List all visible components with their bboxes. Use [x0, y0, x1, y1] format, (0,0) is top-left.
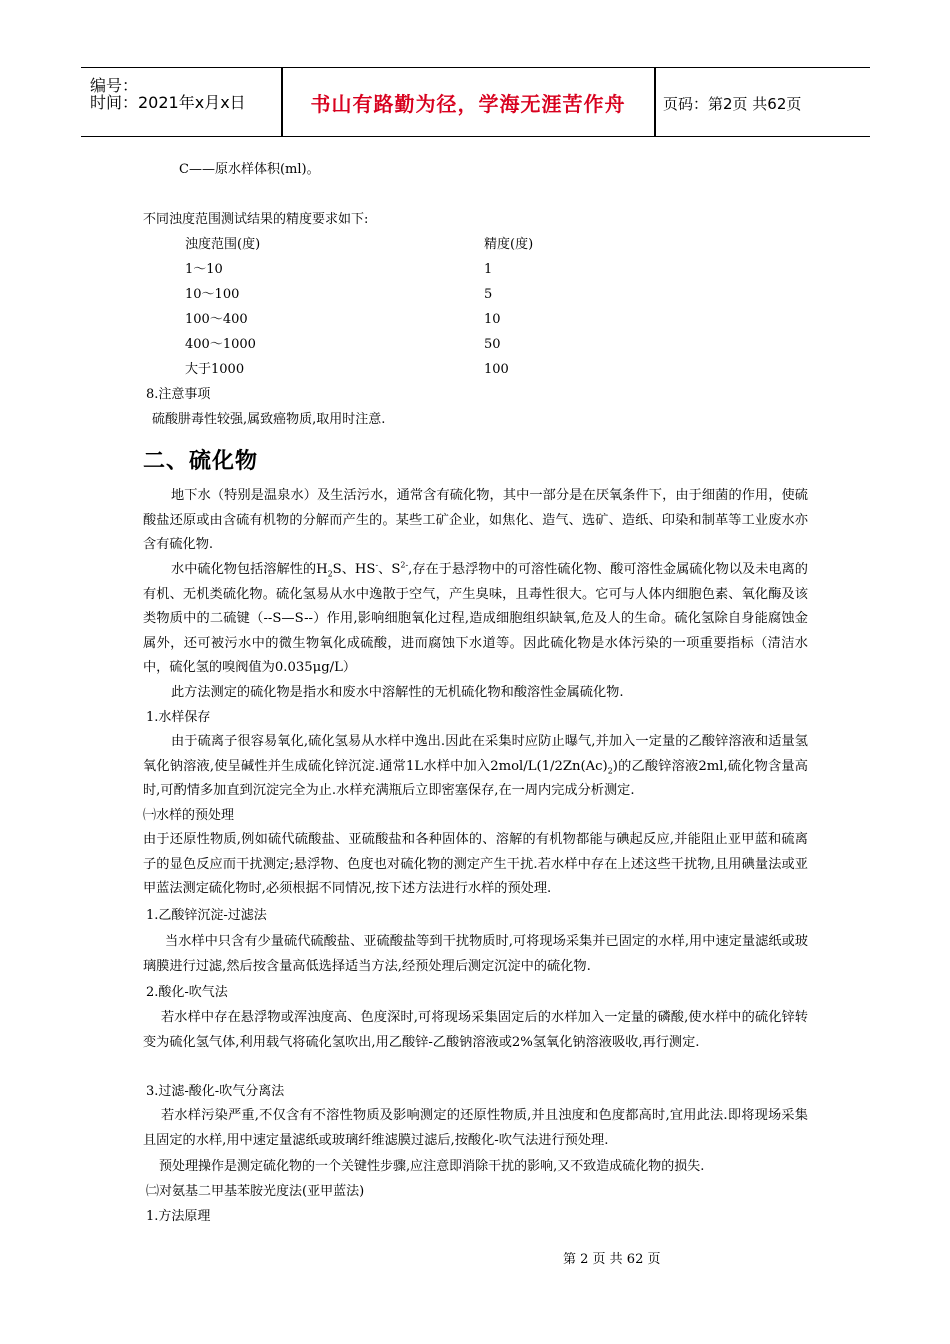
text-run: 水中硫化物包括溶解性的H: [171, 562, 328, 577]
header-divider: [654, 68, 656, 136]
table-cell: 1: [484, 262, 493, 277]
table-cell: 5: [484, 287, 493, 302]
subsection-heading: 1.方法原理: [146, 1209, 211, 1224]
header-motto: 书山有路勤为径，学海无涯苦作舟: [310, 92, 626, 116]
table-header: 浊度范围(度): [185, 237, 261, 252]
paragraph: 地下水（特别是温泉水）及生活污水，通常含有硫化物，其中一部分是在厌氧条件下，由于细菌的作用，使硫酸盐还原或由含硫有机物的分解而产生的。某些工矿企业，如焦化、造气、选矿、造纸、印染和制革等工业废水亦含有硫化物.: [143, 488, 808, 553]
page-header: [81, 67, 870, 137]
notes-text: 硫酸肼毒性较强,属致癌物质,取用时注意.: [152, 412, 386, 427]
subsection-heading: ㈠水样的预处理: [143, 808, 235, 823]
header-page-info: 页码：第2页 共62页: [663, 95, 802, 113]
text-run: 由于硫离子很容易氧化,硫化氢易从水样中逸出.因此在采集时应防止曝气,并加入一定量的乙酸锌溶液和适量氢氧化钠溶液,使呈碱性并生成硫化锌沉淀.通常1L水样中加入2mol/L(1/2Zn(Ac): [143, 734, 808, 774]
subsection-heading: ㈡对氨基二甲基苯胺光度法(亚甲蓝法): [146, 1184, 365, 1199]
table-cell: 100～400: [185, 312, 248, 327]
table-cell: 50: [484, 337, 501, 352]
table-cell: 1～10: [185, 262, 223, 277]
paragraph: 若水样污染严重,不仅含有不溶性物质及影响测定的还原性物质,并且浊度和色度都高时,宜用此法.即将现场采集且固定的水样,用中速定量滤纸或玻璃纤维滤膜过滤后,按酸化-吹气法进行预处理.: [143, 1108, 808, 1148]
text-run: ,存在于悬浮物中的可溶性硫化物、酸可溶性金属硫化物以及未电离的有机、无机类硫化物。硫化氢易从水中逸散于空气，产生臭味，且毒性很大。它可与人体内细胞色素、氧化酶及该类物质中的二硫键（--S—S--）作用,影响细胞氧化过程,造成细胞组织缺氧,危及人的生命。硫化氢除自身能腐蚀金属外，还可被污水中的微生物氧化成硫酸，进而腐蚀下水道等。因此硫化物是水体污染的一项重要指标（清洁水中，硫化氢的嗅阀值为0.035μg/L）: [143, 562, 808, 676]
subsection-heading: 3.过滤-酸化-吹气分离法: [146, 1084, 285, 1099]
text-run: )的乙酸锌溶液2ml,硫化物含量高时,可酌情多加直到沉淀完全为止.水样充满瓶后立即密塞保存,在一周内完成分析测定.: [143, 758, 808, 799]
notes-heading: 8.注意事项: [146, 387, 211, 402]
subsection-heading: 2.酸化-吹气法: [146, 985, 228, 1000]
paragraph: [143, 558, 808, 681]
paragraph: 当水样中只含有少量硫代硫酸盐、亚硫酸盐等到干扰物质时,可将现场采集并已固定的水样,用中速定量滤纸或玻璃膜进行过滤,然后按含量高低选择适当方法,经预处理后测定沉淀中的硫化物.: [143, 934, 808, 974]
subscript: 2: [607, 766, 613, 776]
table-cell: 400～1000: [185, 337, 256, 352]
table-cell: 大于1000: [185, 362, 245, 377]
text-run: S、HS: [332, 562, 376, 577]
paragraph: 若水样中存在悬浮物或浑浊度高、色度深时,可将现场采集固定后的水样加入一定量的磷酸,使水样中的硫化锌转变为硫化氢气体,利用载气将硫化氢吹出,用乙酸锌-乙酸钠溶液或2%氢氧化钠溶液吸收,再行测定.: [143, 1010, 808, 1050]
header-meta-cell: [81, 68, 280, 136]
date-label: 时间：2021年x月x日: [90, 93, 246, 112]
superscript: -: [375, 560, 379, 570]
page-footer: 第 2 页 共 62 页: [563, 1252, 661, 1267]
paragraph: 由于还原性物质,例如硫代硫酸盐、亚硫酸盐和各种固体的、溶解的有机物都能与碘起反应,并能阻止亚甲蓝和硫离子的显色反应而干扰测定;悬浮物、色度也对硫化物的测定产生干扰.若水样中存在上述这些干扰物,且用碘量法或亚甲蓝法测定硫化物时,必须根据不同情况,按下述方法进行水样的预处理.: [143, 832, 808, 897]
serial-label: 编号：: [90, 76, 139, 95]
paragraph: [143, 730, 808, 804]
paragraph: 预处理操作是测定硫化物的一个关键性步骤,应注意即消除干扰的影响,又不致造成硫化物的损失.: [159, 1159, 705, 1174]
table-cell: 10: [484, 312, 501, 327]
superscript: 2-: [400, 560, 409, 570]
subsection-heading: 1.水样保存: [146, 710, 211, 725]
table-cell: 10～100: [185, 287, 240, 302]
subscript: 2: [327, 569, 333, 579]
table-cell: 100: [484, 362, 509, 377]
table-header: 精度(度): [484, 237, 534, 252]
subsection-heading: 1.乙酸锌沉淀-过滤法: [146, 908, 267, 923]
text-run: 、S: [378, 562, 401, 577]
formula-note: C——原水样体积(ml)。: [179, 162, 320, 177]
paragraph: 此方法测定的硫化物是指水和废水中溶解性的无机硫化物和酸溶性金属硫化物.: [171, 685, 624, 700]
precision-intro: 不同浊度范围测试结果的精度要求如下:: [143, 212, 369, 227]
section-title: 二、硫化物: [143, 449, 259, 474]
